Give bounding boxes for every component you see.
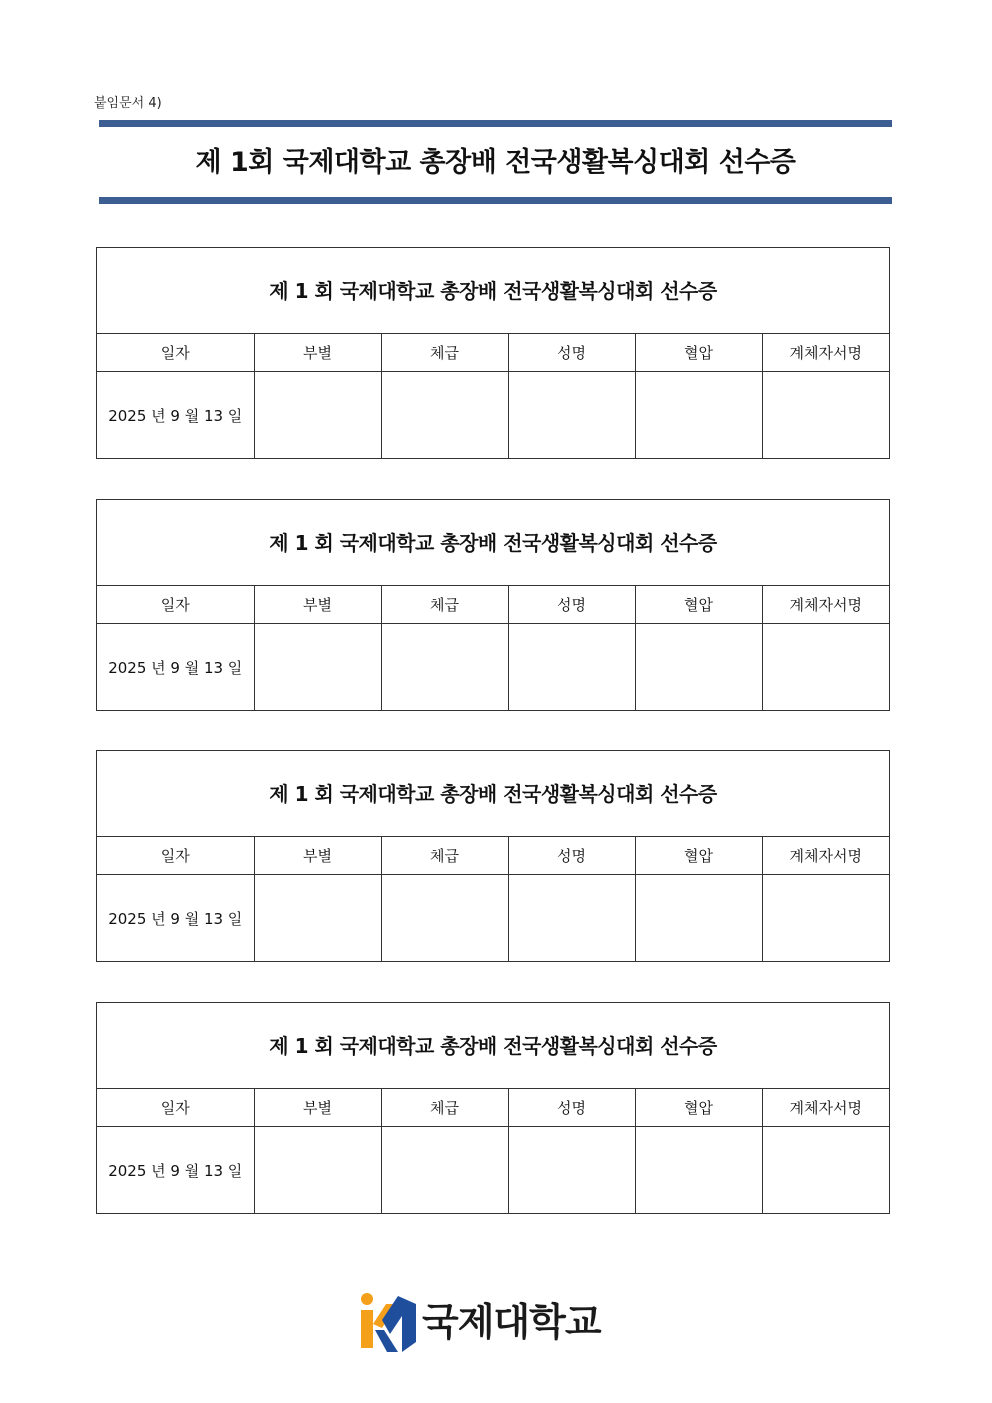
cell-weigh-in-signature[interactable] <box>762 372 889 459</box>
card-header-row <box>97 334 889 372</box>
column-header-name: 성명 <box>508 837 635 875</box>
cell-blood-pressure[interactable] <box>635 875 762 962</box>
cell-date: 2025 년 9 월 13 일 <box>108 406 243 425</box>
card-table <box>97 586 889 710</box>
card-title: 제 1 회 국제대학교 총장배 전국생활복싱대회 선수증 <box>97 1003 889 1089</box>
title-bottom-rule <box>99 197 892 204</box>
cell-weigh-in-signature[interactable] <box>762 875 889 962</box>
player-card <box>96 1002 890 1214</box>
cell-weight-class[interactable] <box>381 1127 508 1214</box>
column-header-blood-pressure: 혈압 <box>635 837 762 875</box>
cell-division[interactable] <box>254 624 381 711</box>
column-header-weigh-in-signature: 계체자서명 <box>762 586 889 624</box>
column-header-division: 부별 <box>254 837 381 875</box>
title-top-rule <box>99 120 892 127</box>
kookje-university-emblem-icon <box>358 1290 418 1356</box>
cell-blood-pressure[interactable] <box>635 624 762 711</box>
attachment-label: 붙임문서 4) <box>94 96 162 111</box>
card-data-row <box>97 372 889 459</box>
player-card <box>96 247 890 459</box>
card-header-row <box>97 1089 889 1127</box>
card-data-row <box>97 875 889 962</box>
column-header-blood-pressure: 혈압 <box>635 586 762 624</box>
column-header-date: 일자 <box>97 334 254 372</box>
cell-weigh-in-signature[interactable] <box>762 1127 889 1214</box>
card-title: 제 1 회 국제대학교 총장배 전국생활복싱대회 선수증 <box>97 248 889 334</box>
cell-division[interactable] <box>254 875 381 962</box>
column-header-weigh-in-signature: 계체자서명 <box>762 837 889 875</box>
card-table <box>97 1089 889 1213</box>
player-card <box>96 750 890 962</box>
column-header-weight-class: 체급 <box>381 837 508 875</box>
card-data-row <box>97 624 889 711</box>
card-table <box>97 837 889 961</box>
column-header-date: 일자 <box>97 586 254 624</box>
cell-name[interactable] <box>508 624 635 711</box>
column-header-date: 일자 <box>97 837 254 875</box>
column-header-name: 성명 <box>508 1089 635 1127</box>
cell-date: 2025 년 9 월 13 일 <box>108 1161 243 1180</box>
card-header-row <box>97 837 889 875</box>
cell-name[interactable] <box>508 1127 635 1214</box>
card-table <box>97 334 889 458</box>
column-header-weigh-in-signature: 계체자서명 <box>762 334 889 372</box>
cell-name[interactable] <box>508 372 635 459</box>
column-header-weigh-in-signature: 계체자서명 <box>762 1089 889 1127</box>
page-title: 제 1회 국제대학교 총장배 전국생활복싱대회 선수증 <box>195 147 796 178</box>
cell-date: 2025 년 9 월 13 일 <box>108 658 243 677</box>
column-header-date: 일자 <box>97 1089 254 1127</box>
column-header-division: 부별 <box>254 334 381 372</box>
university-logo <box>358 1290 638 1356</box>
column-header-weight-class: 체급 <box>381 586 508 624</box>
column-header-name: 성명 <box>508 334 635 372</box>
column-header-division: 부별 <box>254 586 381 624</box>
cell-name[interactable] <box>508 875 635 962</box>
cell-blood-pressure[interactable] <box>635 1127 762 1214</box>
column-header-weight-class: 체급 <box>381 1089 508 1127</box>
card-title: 제 1 회 국제대학교 총장배 전국생활복싱대회 선수증 <box>97 500 889 586</box>
column-header-blood-pressure: 혈압 <box>635 334 762 372</box>
cell-weight-class[interactable] <box>381 372 508 459</box>
cell-division[interactable] <box>254 372 381 459</box>
cell-blood-pressure[interactable] <box>635 372 762 459</box>
cell-weigh-in-signature[interactable] <box>762 624 889 711</box>
card-data-row <box>97 1127 889 1214</box>
card-title: 제 1 회 국제대학교 총장배 전국생활복싱대회 선수증 <box>97 751 889 837</box>
column-header-name: 성명 <box>508 586 635 624</box>
player-card <box>96 499 890 711</box>
column-header-division: 부별 <box>254 1089 381 1127</box>
column-header-blood-pressure: 혈압 <box>635 1089 762 1127</box>
logo-text: 국제대학교 <box>422 1300 601 1344</box>
cell-weight-class[interactable] <box>381 875 508 962</box>
cell-division[interactable] <box>254 1127 381 1214</box>
card-header-row <box>97 586 889 624</box>
cell-weight-class[interactable] <box>381 624 508 711</box>
column-header-weight-class: 체급 <box>381 334 508 372</box>
cell-date: 2025 년 9 월 13 일 <box>108 909 243 928</box>
